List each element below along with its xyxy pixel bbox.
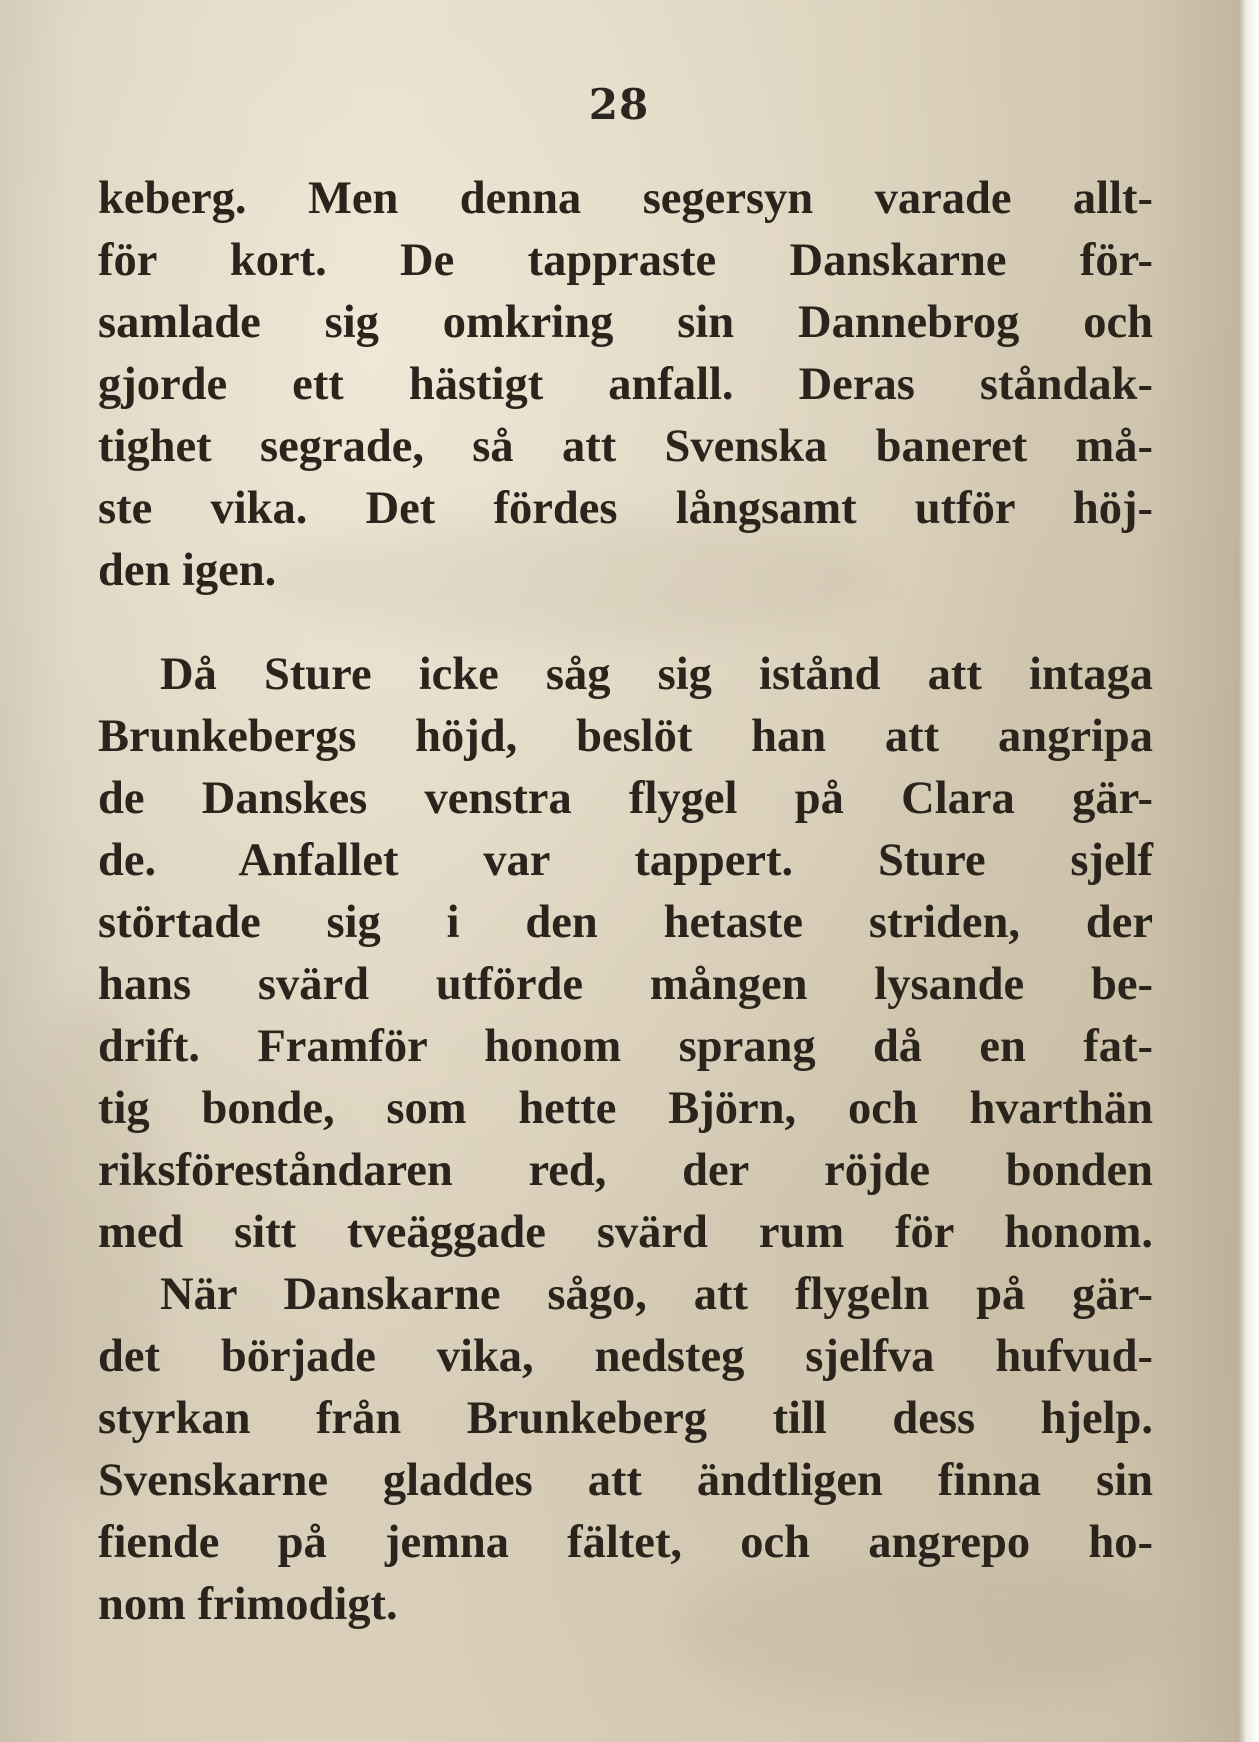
paragraph: [98, 168, 1153, 602]
paragraph-gap: [98, 602, 1153, 644]
text-line: samlade sig omkring sin Dannebrog och: [98, 297, 1153, 348]
text-line: nom frimodigt.: [98, 1579, 398, 1630]
text-line: ste vika. Det fördes långsamt utför höj-: [98, 483, 1153, 534]
text-line: riksföreståndaren red, der röjde bonden: [98, 1145, 1153, 1196]
text-line: Brunkebergs höjd, beslöt han att angripa: [98, 711, 1153, 762]
text-line: keberg. Men denna segersyn varade allt-: [98, 173, 1153, 224]
page-number: 28: [588, 80, 650, 129]
text-line: När Danskarne sågo, att flygeln på gär-: [160, 1269, 1153, 1320]
text-line: störtade sig i den hetaste striden, der: [98, 897, 1153, 948]
paragraph: [98, 644, 1153, 1264]
paragraph: [98, 1264, 1153, 1636]
text-line: för kort. De tappraste Danskarne för-: [98, 235, 1153, 286]
text-line: fiende på jemna fältet, och angrepo ho-: [98, 1517, 1153, 1568]
body-text: [98, 168, 1153, 1636]
text-line: med sitt tveäggade svärd rum för honom.: [98, 1207, 1153, 1258]
text-line: de Danskes venstra flygel på Clara gär-: [98, 773, 1153, 824]
text-line: den igen.: [98, 545, 277, 596]
text-line: Svenskarne gladdes att ändtligen finna sin: [98, 1455, 1153, 1506]
text-line: drift. Framför honom sprang då en fat-: [98, 1021, 1153, 1072]
text-line: tig bonde, som hette Björn, och hvarthän: [98, 1083, 1153, 1134]
text-line: styrkan från Brunkeberg till dess hjelp.: [98, 1393, 1153, 1444]
text-line: det började vika, nedsteg sjelfva hufvud-: [98, 1331, 1153, 1382]
text-line: hans svärd utförde mången lysande be-: [98, 959, 1153, 1010]
text-line: Då Sture icke såg sig istånd att intaga: [160, 649, 1153, 700]
text-line: gjorde ett hästigt anfall. Deras ståndak-: [98, 359, 1153, 410]
page-edge: [1238, 0, 1259, 1742]
text-line: de. Anfallet var tappert. Sture sjelf: [98, 835, 1153, 886]
text-line: tighet segrade, så att Svenska baneret må-: [98, 421, 1153, 472]
